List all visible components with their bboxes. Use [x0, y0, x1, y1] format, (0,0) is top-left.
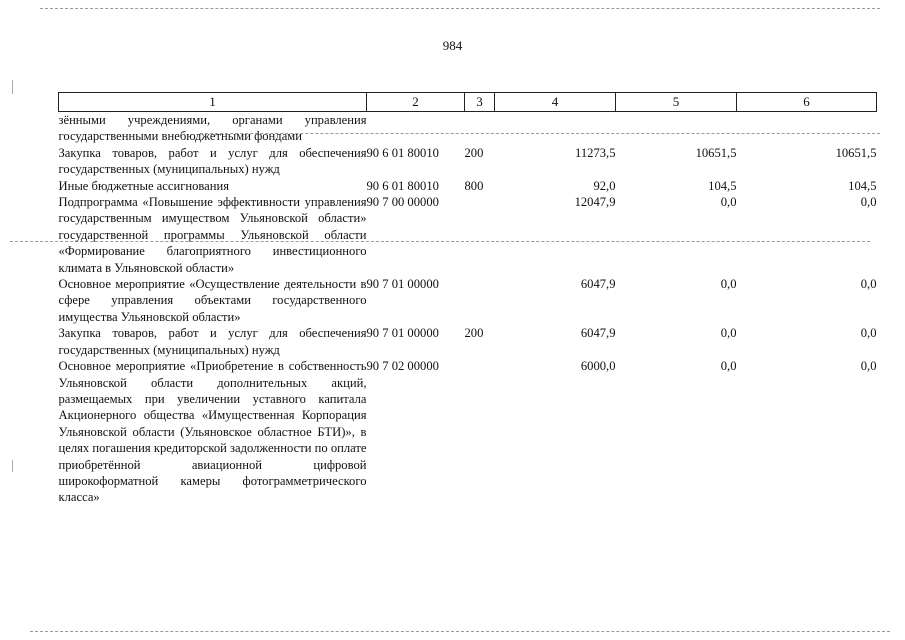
row-value-col6: 10651,5: [835, 145, 877, 160]
row-type: [465, 276, 495, 325]
table-header-row: [59, 93, 877, 112]
row-name: Основное мероприятие «Осуществление деятельности в сфере управления объектами государственного имущества Ульяновской области»: [58, 277, 367, 324]
table-row: [59, 112, 877, 145]
row-value-col6: 0,0: [860, 359, 877, 374]
row-value-col4: 11273,5: [575, 145, 616, 160]
row-value-col6: 0,0: [860, 277, 877, 292]
table-row: [59, 276, 877, 325]
row-type: 800: [464, 178, 484, 193]
row-code: 90 7 02 00000: [366, 359, 439, 374]
row-code: 90 6 01 80010: [366, 178, 439, 193]
column-header: 5: [616, 93, 737, 112]
row-value-col4: 6047,9: [580, 326, 616, 341]
row-value-col5: 0,0: [720, 277, 737, 292]
row-type: [465, 112, 495, 145]
column-header: 2: [367, 93, 465, 112]
row-code: 90 7 00 00000: [366, 195, 439, 210]
row-code: 90 7 01 00000: [366, 277, 439, 292]
row-name: Закупка товаров, работ и услуг для обеспечения государственных (муниципальных) нужд: [58, 326, 367, 357]
column-header: 4: [495, 93, 616, 112]
row-name: Иные бюджетные ассигнования: [58, 178, 230, 193]
row-value-col4: 92,0: [593, 178, 616, 193]
row-type: 200: [464, 145, 484, 160]
row-name: Подпрограмма «Повышение эффективности управления государственным имуществом Ульяновской области» государственной программы Ульяновской области «Формирование благоприятного инвестиционного климата в Ульяновской области»: [58, 195, 367, 275]
row-code: 90 6 01 80010: [366, 145, 439, 160]
table-row: [59, 325, 877, 358]
row-value-col6: 0,0: [860, 195, 877, 210]
row-type: [465, 358, 495, 506]
table-row: [59, 358, 877, 506]
budget-table: [58, 92, 877, 506]
row-name: Основное мероприятие «Приобретение в собственность Ульяновской области дополнительных акций, размещаемых при увеличении уставного капитала Акционерного общества «Имущественная Корпорация Ульяновской области (Ульяновское областное БТИ)», в целях погашения кредиторской задолженности по оплате приобретённой авиационной цифровой широкоформатной камеры фотограмметрического класса»: [58, 359, 367, 505]
row-name: зёнными учреждениями, органами управления государственными внебюджетными фондами: [58, 113, 367, 144]
table-row: [59, 194, 877, 276]
row-value-col6: [737, 112, 877, 145]
row-type: [465, 194, 495, 276]
scan-margin-mark: [12, 80, 13, 94]
row-value-col4: [495, 112, 616, 145]
row-type: 200: [464, 326, 484, 341]
row-value-col5: 104,5: [708, 178, 737, 193]
row-value-col6: 0,0: [860, 326, 877, 341]
row-value-col5: 0,0: [720, 195, 737, 210]
row-value-col4: 6047,9: [580, 277, 616, 292]
scan-dash-bottom: [30, 631, 890, 632]
row-code: 90 7 01 00000: [366, 326, 439, 341]
row-value-col5: 0,0: [720, 326, 737, 341]
row-value-col4: 6000,0: [580, 359, 616, 374]
table-row: [59, 145, 877, 178]
column-header: 6: [737, 93, 877, 112]
row-name: Закупка товаров, работ и услуг для обеспечения государственных (муниципальных) нужд: [58, 145, 367, 177]
row-value-col6: 104,5: [848, 178, 877, 193]
row-value-col5: [616, 112, 737, 145]
column-header: 1: [59, 93, 367, 112]
column-header: 3: [465, 93, 495, 112]
scan-margin-mark: [12, 460, 13, 472]
row-value-col4: 12047,9: [574, 195, 616, 210]
scan-dash-top: [40, 8, 880, 9]
page-number: 984: [442, 38, 463, 53]
row-value-col5: 0,0: [720, 359, 737, 374]
table-row: [59, 178, 877, 194]
row-value-col5: 10651,5: [695, 145, 737, 160]
row-code: [367, 112, 465, 145]
